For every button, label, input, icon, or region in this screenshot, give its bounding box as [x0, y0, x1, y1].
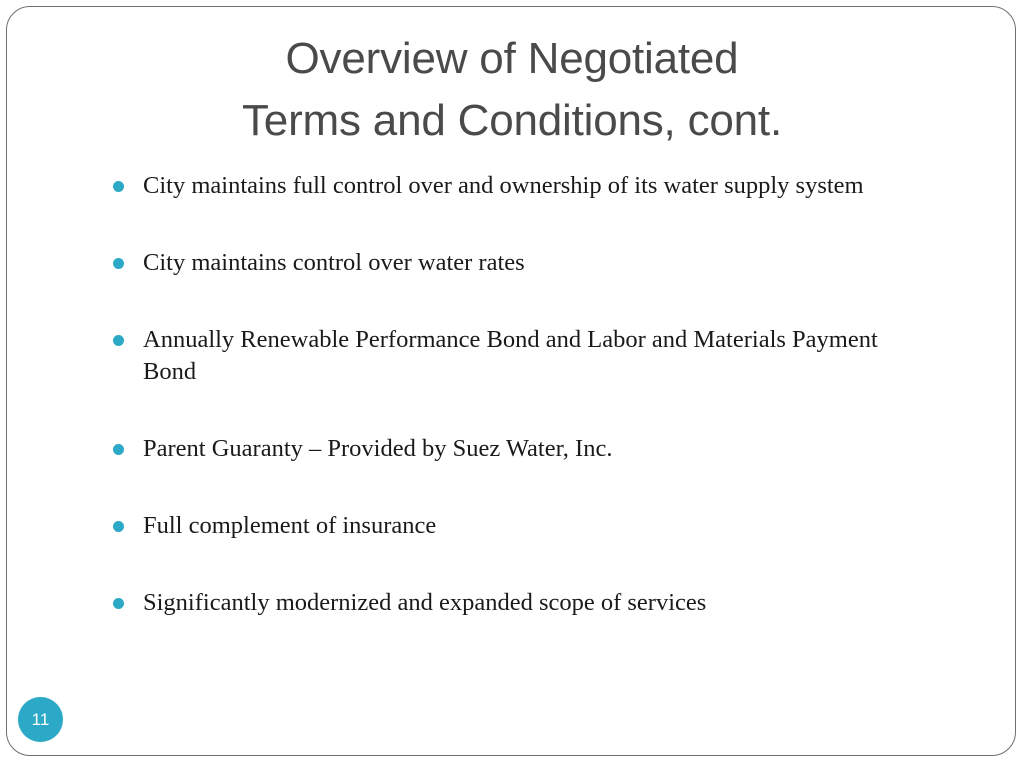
list-item: [110, 587, 910, 619]
list-item: [110, 433, 910, 465]
bullet-dot-icon: [113, 335, 124, 346]
list-item: [110, 510, 910, 542]
list-item: [110, 324, 910, 388]
page-title: [62, 28, 962, 152]
bullet-dot-icon: [113, 258, 124, 269]
bullet-list: [110, 170, 910, 619]
bullet-dot-icon: [113, 181, 124, 192]
list-item-label: Significantly modernized and expanded scope of services: [143, 589, 707, 616]
list-item-label: Full complement of insurance: [143, 512, 437, 539]
page-title-line-2: Terms and Conditions, cont.: [242, 96, 782, 145]
bullet-dot-icon: [113, 444, 124, 455]
bullet-dot-icon: [113, 521, 124, 532]
list-item-label: Annually Renewable Performance Bond and Labor and Materials Payment Bond: [143, 326, 878, 385]
bullet-dot-icon: [113, 598, 124, 609]
page-number-badge: [18, 697, 63, 742]
page-number-label: 11: [31, 710, 50, 729]
list-item: [110, 170, 910, 202]
page-title-line-1: Overview of Negotiated: [285, 34, 739, 83]
list-item: [110, 247, 910, 279]
list-item-label: City maintains full control over and ownership of its water supply system: [143, 172, 864, 199]
list-item-label: Parent Guaranty – Provided by Suez Water, Inc.: [143, 435, 613, 462]
list-item-label: City maintains control over water rates: [143, 249, 525, 276]
